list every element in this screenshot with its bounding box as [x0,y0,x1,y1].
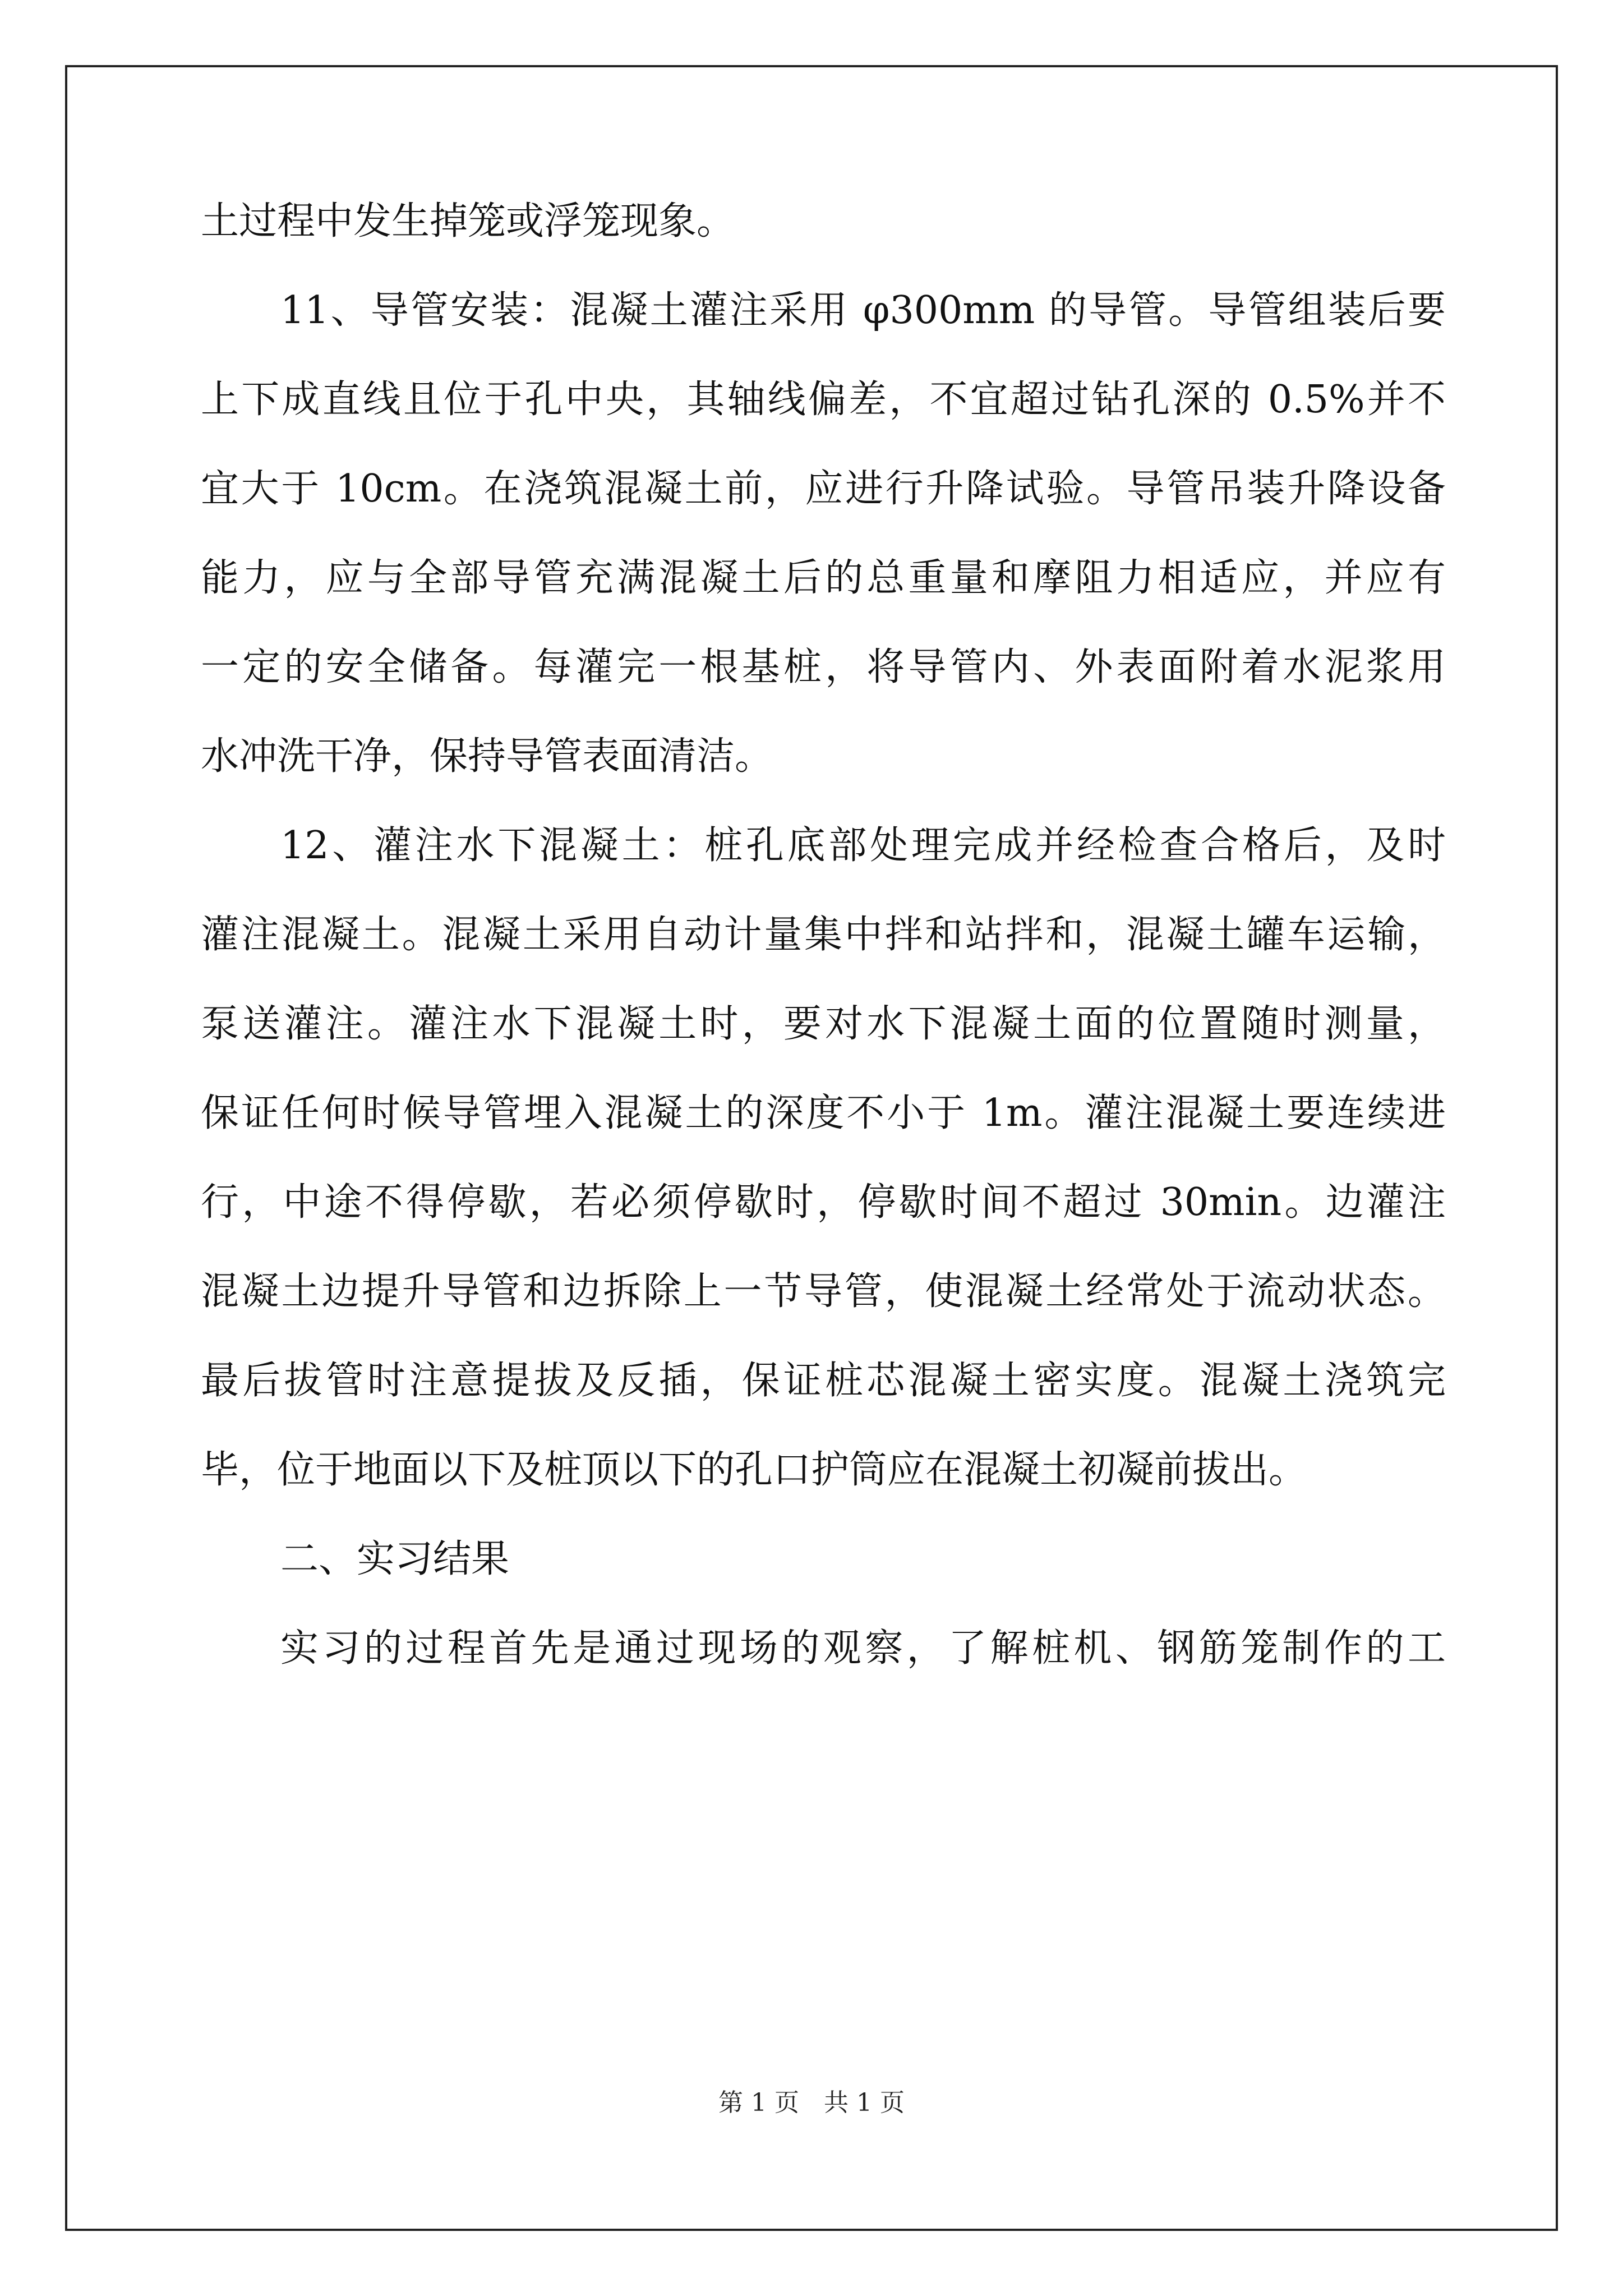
text-line: 泵送灌注。灌注水下混凝土时，要对水下混凝土面的位置随时测量， [201,1002,1446,1046]
paragraph-12-line: 12、灌注水下混凝土：桩孔底部处理完成并经检查合格后，及时 [280,823,1446,868]
text-line: 上下成直线且位于孔中央，其轴线偏差，不宜超过钻孔深的 0.5%并不 [201,378,1446,422]
text-line: 混凝土边提升导管和边拆除上一节导管，使混凝土经常处于流动状态。 [201,1269,1446,1314]
text-line: 毕，位于地面以下及桩顶以下的孔口护筒应在混凝土初凝前拔出。 [201,1448,1307,1492]
text-line: 宜大于 10cm。在浇筑混凝土前，应进行升降试验。导管吊装升降设备 [201,467,1446,511]
text-line: 水冲洗干净，保持导管表面清洁。 [201,734,773,779]
text-line: 一定的安全储备。每灌完一根基桩，将导管内、外表面附着水泥浆用 [201,645,1446,689]
paragraph-line: 实习的过程首先是通过现场的观察，了解桩机、钢筋笼制作的工 [280,1626,1446,1671]
paragraph-11-line: 11、导管安装：混凝土灌注采用 φ300mm 的导管。导管组装后要 [280,288,1446,333]
text-line: 灌注混凝土。混凝土采用自动计量集中拌和站拌和，混凝土罐车运输， [201,913,1446,957]
text-line: 最后拔管时注意提拔及反插，保证桩芯混凝土密实度。混凝土浇筑完 [201,1359,1446,1403]
text-line: 行，中途不得停歇，若必须停歇时，停歇时间不超过 30min。边灌注 [201,1180,1446,1225]
text-line: 土过程中发生掉笼或浮笼现象。 [201,199,735,243]
text-line: 能力，应与全部导管充满混凝土后的总重量和摩阻力相适应，并应有 [201,556,1446,600]
text-line: 保证任何时候导管埋入混凝土的深度不小于 1m。灌注混凝土要连续进 [201,1091,1446,1135]
section-heading: 二、实习结果 [280,1537,510,1581]
page-number: 第 1 页 共 1 页 [718,2088,905,2117]
